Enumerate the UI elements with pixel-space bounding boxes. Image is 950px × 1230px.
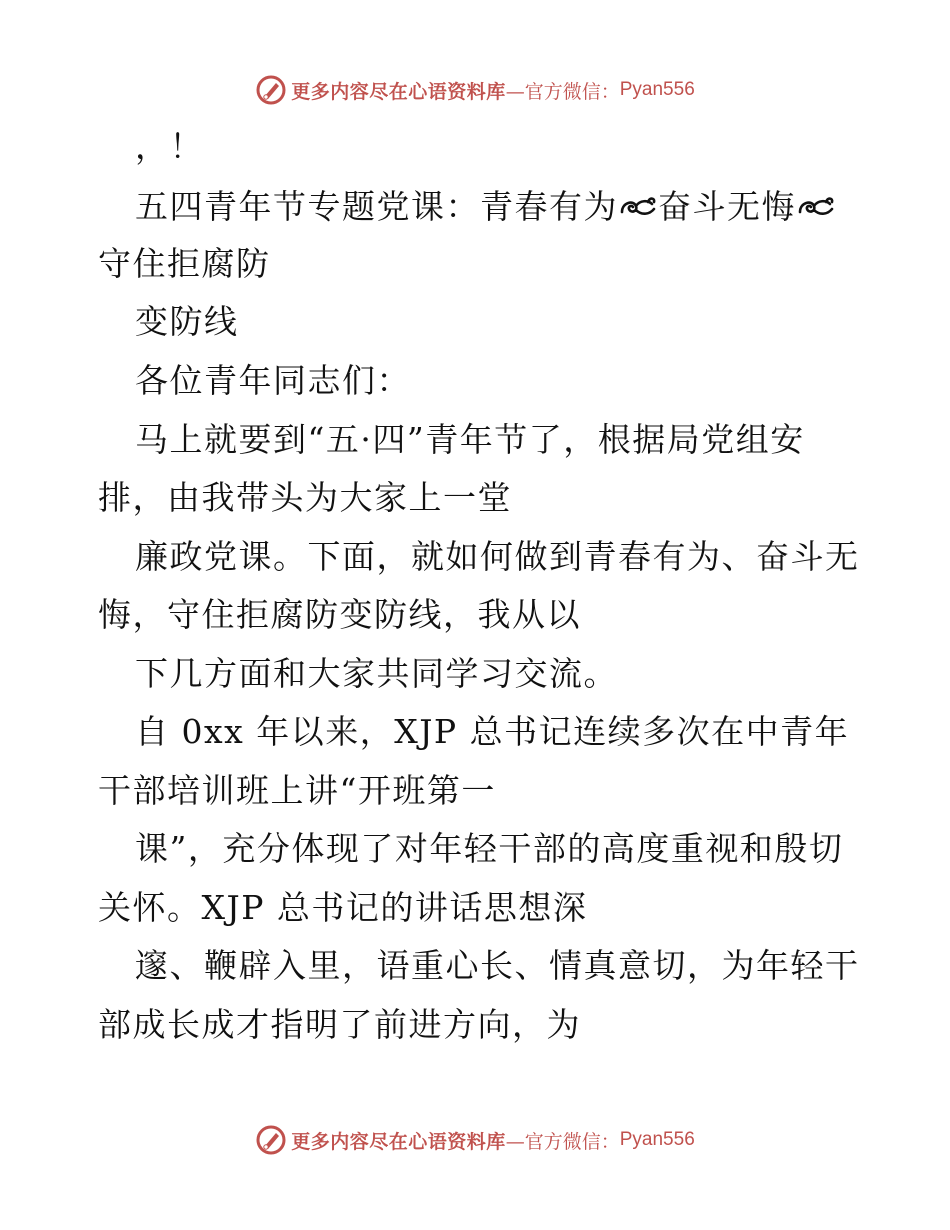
- footer-banner-wechat-id: Pyan556: [619, 1129, 695, 1150]
- text-line: 课”，充分体现了对年轻干部的高度重视和殷切: [135, 829, 844, 868]
- text-line: 变防线: [135, 302, 239, 341]
- text-line: 干部培训班上讲“开班第一: [98, 771, 496, 810]
- header-banner-title: 更多内容尽在心语资料库: [291, 80, 506, 103]
- footer-banner-title: 更多内容尽在心语资料库: [291, 1130, 506, 1153]
- text-line: 廉政党课。下面，就如何做到青春有为、奋斗无: [135, 537, 860, 576]
- pen-circle-logo-icon: [255, 74, 287, 106]
- title-part-1: 五四青年节专题党课：青春有为: [135, 187, 618, 226]
- title-part-2: 奋斗无悔: [658, 187, 796, 226]
- footer-banner-wechat-label: —官方微信：: [505, 1130, 620, 1153]
- text-line: 悔，守住拒腐防变防线，我从以: [98, 595, 581, 634]
- header-banner-wechat-id: Pyan556: [619, 79, 695, 100]
- text-line: 马上就要到“五·四”青年节了，根据局党组安: [135, 420, 805, 459]
- text-line: 下几方面和大家共同学习交流。: [135, 654, 618, 693]
- scroll-ornament-icon: [618, 194, 658, 220]
- text-line: 排，由我带头为大家上一堂: [98, 478, 512, 517]
- header-banner-wechat-label: —官方微信：: [505, 80, 620, 103]
- text-line: 自 0xx 年以来，XJP 总书记连续多次在中青年: [135, 712, 850, 751]
- scroll-ornament-icon: [796, 194, 836, 220]
- document-title-line: [135, 187, 836, 227]
- text-line: 部成长成才指明了前进方向，为: [98, 1005, 581, 1044]
- text-line: 各位青年同志们：: [135, 361, 411, 400]
- footer-banner: [0, 1120, 950, 1160]
- text-line: 守住拒腐防: [98, 244, 271, 283]
- text-line: ，！: [135, 127, 204, 166]
- text-line: 邃、鞭辟入里，语重心长、情真意切，为年轻干: [135, 946, 860, 985]
- header-banner: [0, 70, 950, 110]
- pen-circle-logo-icon: [255, 1124, 287, 1156]
- text-line: 关怀。XJP 总书记的讲话思想深: [98, 888, 588, 927]
